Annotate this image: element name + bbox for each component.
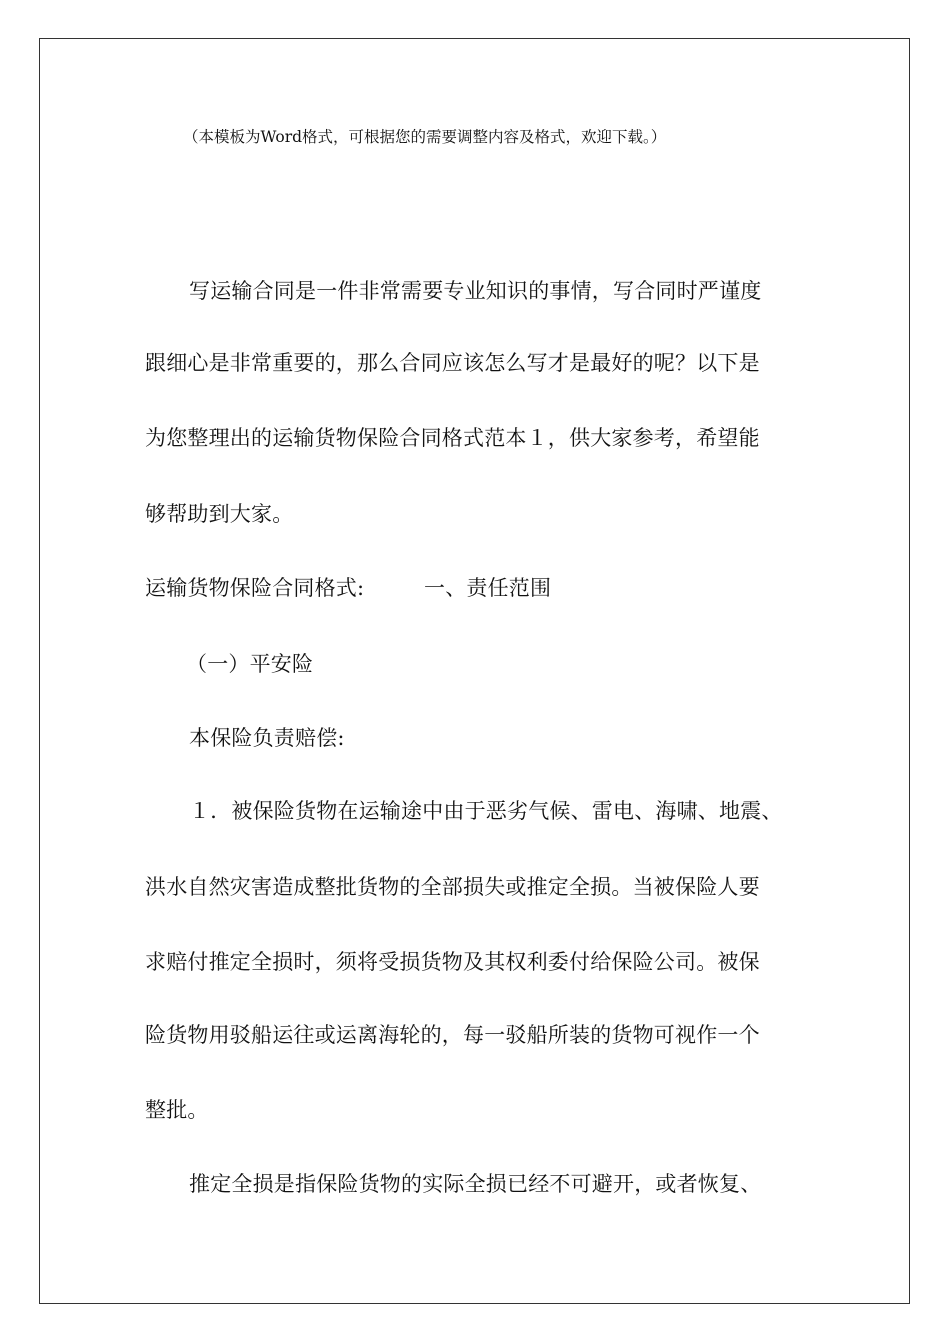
coverage-intro: 本保险负责赔偿:	[189, 726, 345, 750]
section-heading: 一、责任范围	[424, 576, 552, 600]
intro-line-2: 跟细心是非常重要的，那么合同应该怎么写才是最好的呢？以下是	[145, 351, 760, 375]
clause-1-line-4: 险货物用驳船运往或运离海轮的，每一驳船所装的货物可视作一个	[145, 1023, 760, 1047]
format-heading: 运输货物保险合同格式:	[145, 576, 365, 600]
clause-1-line-2: 洪水自然灾害造成整批货物的全部损失或推定全损。当被保险人要	[145, 875, 760, 899]
clause-1-line-5: 整批。	[145, 1098, 209, 1122]
intro-line-1: 写运输合同是一件非常需要专业知识的事情，写合同时严谨度	[189, 279, 762, 303]
clause-1-line-1: １．被保险货物在运输途中由于恶劣气候、雷电、海啸、地震、	[189, 799, 783, 823]
clause-1-line-3: 求赔付推定全损时，须将受损货物及其权利委付给保险公司。被保	[145, 950, 760, 974]
intro-line-3: 为您整理出的运输货物保险合同格式范本１，供大家参考，希望能	[145, 426, 760, 450]
subsection-heading: （一）平安险	[186, 652, 314, 676]
template-note: （本模板为Word格式，可根据您的需要调整内容及格式，欢迎下载。）	[183, 128, 667, 146]
intro-line-4: 够帮助到大家。	[145, 502, 294, 526]
constructive-loss-line: 推定全损是指保险货物的实际全损已经不可避开，或者恢复、	[189, 1172, 762, 1196]
